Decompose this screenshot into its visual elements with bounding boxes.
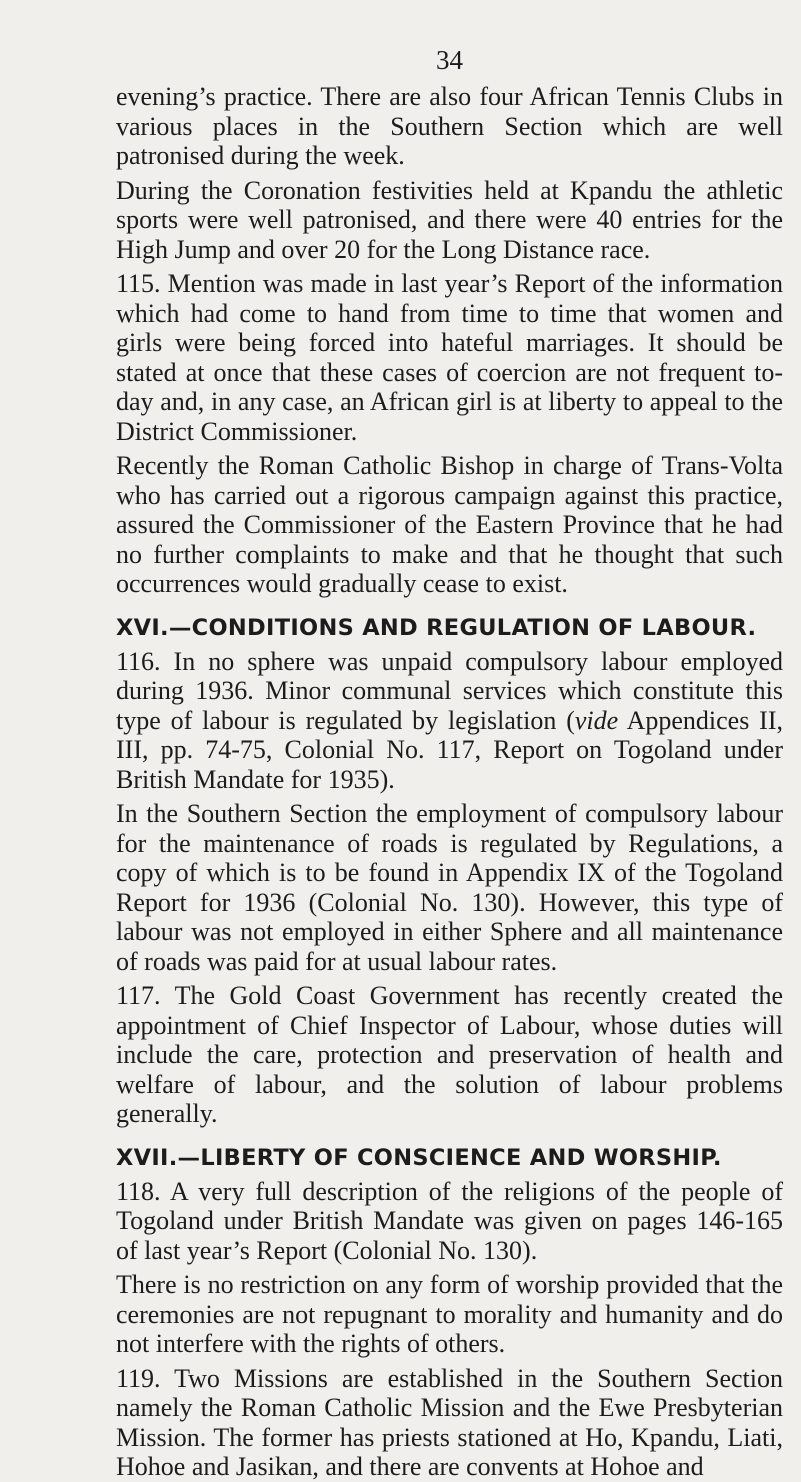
paragraph-118: 118. A very full description of the religions of the people of Togoland under British Mandate was given on pages 146-165 of last year’s Report (Colonial No. 130). (116, 1176, 783, 1265)
section-heading-xvii: XVII.—LIBERTY OF CONSCIENCE AND WORSHIP. (116, 1144, 722, 1171)
paragraph-117: 117. The Gold Coast Government has recently created the appointment of Chief Inspector of Labour, whose duties will include the care, protection and preservation of health and welfare of labour, and the solution of labour problems generally. (116, 981, 783, 1128)
body-text (116, 82, 783, 1482)
paragraph-119: 119. Two Missions are established in the Southern Section namely the Roman Catholic Mission and the Ewe Presbyterian Mission. The former has priests stationed at Ho, Kpandu, Liati, Hohoe and Jasikan, and there are convents at Hohoe and (116, 1363, 783, 1481)
page-number: 34 (436, 45, 463, 75)
paragraph-no-restriction: There is no restriction on any form of worship provided that the ceremonies are not repugnant to morality and humanity and do not interfere with the rights of others. (116, 1270, 783, 1358)
paragraph-recently: Recently the Roman Catholic Bishop in charge of Trans-Volta who has carried out a rigorous campaign against this practice, assured the Commissioner of the Eastern Province that he had no further complaints to make and that he thought that such occurrences would gradually cease to exist. (116, 451, 783, 598)
paragraph-115: 115. Mention was made in last year’s Report of the information which had come to hand from time to time that women and girls were being forced into hateful marriages. It should be stated at once that these cases of coercion are not frequent to-day and, in any case, an African girl is at liberty to appeal to the District Commissioner. (116, 269, 783, 446)
paragraph-116-vide: vide (574, 705, 619, 735)
paragraph-116-end: Appendices II, III, pp. 74-75, Colonial No. 117, Report on Togoland under British Mandate for 1935). (116, 705, 783, 794)
document-page (116, 0, 783, 1481)
section-heading-xvi: XVI.—CONDITIONS AND REGULATION OF LABOUR. (116, 614, 757, 641)
paragraph-2: During the Coronation festivities held at Kpandu the athletic sports were well patronised, and there were 40 entries for the High Jump and over 20 for the Long Distance race. (116, 175, 783, 264)
paragraph-1: evening’s practice. There are also four African Tennis Clubs in various places in the Southern Section which are well patronised during the week. (116, 82, 783, 170)
paragraph-116 (116, 647, 783, 795)
paragraph-southern-section: In the Southern Section the employment of compulsory labour for the maintenance of roads is regulated by Regulations, a copy of which is to be found in Appendix IX of the Togoland Report for 1936 (Colonial No. 130). However, this type of labour was not employed in either Sphere and all maintenance of roads was paid for at usual labour rates. (116, 799, 783, 976)
paragraph-116-start: 116. In no sphere was unpaid compulsory labour employed during 1936. Minor communal services which constitute this type of labour is regulated by legislation ( (116, 646, 783, 735)
